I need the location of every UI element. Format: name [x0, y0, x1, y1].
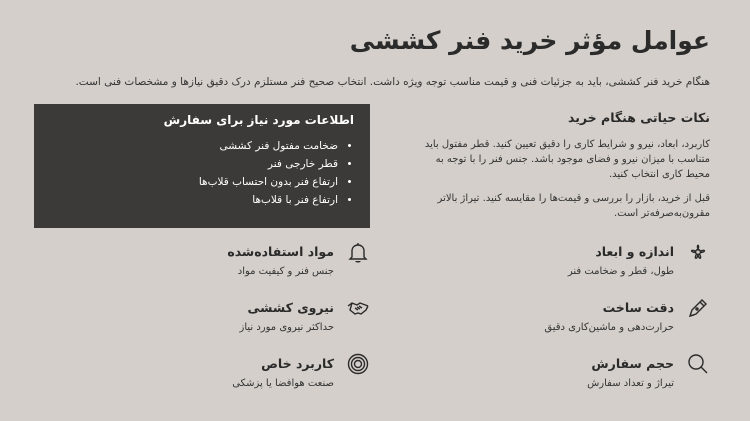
- feature-desc: طول، قطر و ضخامت فنر: [567, 266, 674, 277]
- list-item: • ضخامت مفتول فنر کششی: [50, 137, 338, 155]
- feature-desc: حداکثر نیروی مورد نیاز: [239, 322, 334, 333]
- tips-section: [410, 110, 710, 230]
- feature-title: حجم سفارش: [591, 356, 674, 371]
- feature-title: کاربرد خاص: [261, 356, 334, 371]
- target-icon: [346, 352, 370, 376]
- feature-precision: [410, 300, 710, 344]
- feature-desc: جنس فنر و کیفیت مواد: [237, 266, 334, 277]
- feature-material: [70, 244, 370, 288]
- order-info-heading: اطلاعات مورد نیاز برای سفارش: [163, 113, 354, 127]
- feature-desc: صنعت هوافضا یا پزشکی: [232, 378, 334, 389]
- search-icon: [686, 352, 710, 376]
- list-item: • ارتفاع فنر با قلاب‌ها: [50, 191, 338, 209]
- feature-size: [410, 244, 710, 288]
- page-title: عوامل مؤثر خرید فنر کششی: [349, 26, 710, 55]
- feature-desc: تیراژ و تعداد سفارش: [587, 378, 674, 389]
- feature-title: اندازه و ابعاد: [595, 244, 674, 259]
- feature-desc: حرارت‌دهی و ماشین‌کاری دقیق: [544, 322, 674, 333]
- list-item: • ارتفاع فنر بدون احتساب قلاب‌ها: [50, 173, 338, 191]
- order-info-list: [50, 137, 354, 209]
- feature-volume: [410, 356, 710, 400]
- order-info-box: [34, 104, 370, 228]
- pen-icon: [686, 296, 710, 320]
- tips-paragraph-1: کاربرد، ابعاد، نیرو و شرایط کاری را دقیق تعیین کنید. قطر مفتول باید متناسب با میزان نیرو و فضای موجود باشد. جنس فنر را با توجه به محیط کاری انتخاب کنید.: [424, 139, 710, 180]
- feature-title: دقت ساخت: [602, 300, 674, 315]
- handshake-icon: [346, 296, 370, 320]
- feature-title: نیروی کششی: [247, 300, 334, 315]
- tips-paragraph-2: قبل از خرید، بازار را بررسی و قیمت‌ها را مقایسه کنید. تیراژ بالاتر مقرون‌به‌صرفه‌تر است.: [437, 193, 710, 219]
- bell-icon: [346, 240, 370, 264]
- feature-title: مواد استفاده‌شده: [227, 244, 334, 259]
- list-item: • قطر خارجی فنر: [50, 155, 338, 173]
- flower-icon: [686, 240, 710, 264]
- feature-force: [70, 300, 370, 344]
- intro-text: هنگام خرید فنر کششی، باید به جزئیات فنی و قیمت مناسب توجه ویژه داشت. انتخاب صحیح فنر مستلزم درک دقیق نیازها و مشخصات فنی است.: [75, 76, 710, 88]
- tips-heading: نکات حیاتی هنگام خرید: [567, 110, 710, 125]
- feature-application: [70, 356, 370, 400]
